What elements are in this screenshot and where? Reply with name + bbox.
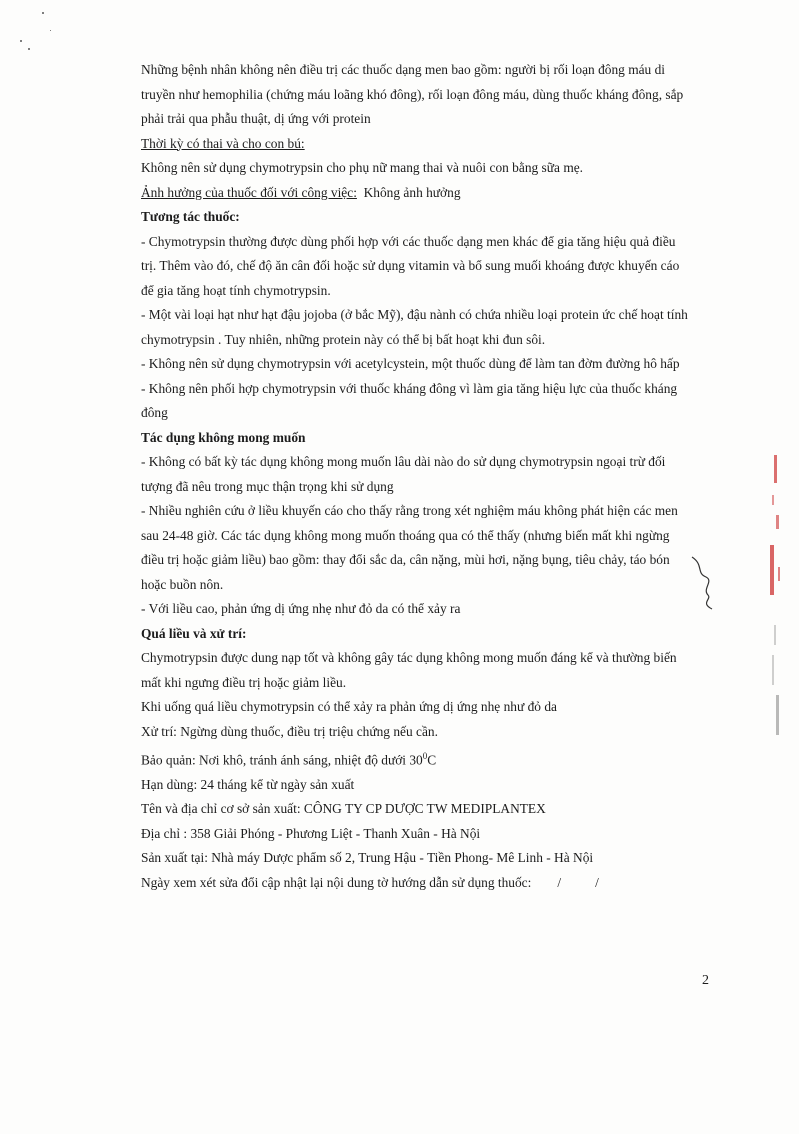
- section-heading-work: Ảnh hưởng của thuốc đối với công việc:: [141, 184, 357, 200]
- text-line: hoặc buồn nôn.: [141, 576, 224, 592]
- page-number: 2: [702, 973, 709, 988]
- text-line: để gia tăng hoạt tính chymotrypsin.: [141, 282, 331, 298]
- text-line: Xử trí: Ngừng dùng thuốc, điều trị triệu chứng nếu cần.: [141, 723, 438, 739]
- review-date-slash: /: [595, 874, 599, 890]
- review-date-slash: /: [557, 874, 562, 890]
- address-line: Địa chỉ : 358 Giải Phóng - Phương Liệt - Thanh Xuân - Hà Nội: [141, 825, 481, 841]
- work-effect-value: Không ảnh hưởng: [363, 184, 461, 200]
- section-heading-side-effects: Tác dụng không mong muốn: [141, 429, 306, 445]
- factory-line: Sản xuất tại: Nhà máy Dược phẩm số 2, Trung Hậu - Tiền Phong- Mê Linh - Hà Nội: [141, 850, 594, 866]
- text-line: Khi uống quá liều chymotrypsin có thể xảy ra phản ứng dị ứng nhẹ như đỏ da: [141, 699, 557, 714]
- text-line: sau 24-48 giờ. Các tác dụng không mong muốn thoáng qua có thể thấy (nhưng biến mất khi ngừng: [141, 527, 670, 543]
- document-body: [141, 58, 721, 895]
- text-line: phải trải qua phẫu thuật, dị ứng với protein: [141, 111, 371, 126]
- text-line: Không nên sử dụng chymotrypsin cho phụ nữ mang thai và nuôi con bằng sữa mẹ.: [141, 160, 584, 175]
- review-date-label: Ngày xem xét sửa đổi cập nhật lại nội dung tờ hướng dẫn sử dụng thuốc:: [141, 874, 532, 890]
- margin-stamp-marks: [762, 455, 792, 755]
- text-line: đông: [141, 405, 168, 420]
- section-heading-overdose: Quá liều và xử trí:: [141, 625, 247, 641]
- handwritten-scribble: [690, 555, 720, 615]
- storage-line: [141, 744, 721, 773]
- review-date-line: [141, 871, 721, 896]
- storage-text: Bảo quản: Nơi khô, tránh ánh sáng, nhiệt độ dưới 30: [141, 752, 423, 768]
- work-effect-line: [141, 181, 721, 206]
- section-heading-pregnancy: Thời kỳ có thai và cho con bú:: [141, 135, 305, 151]
- text-line: - Một vài loại hạt như hạt đậu jojoba (ở bắc Mỹ), đậu nành có chứa nhiều loại protein ức chế hoạt tính: [141, 307, 688, 322]
- manufacturer-line: Tên và địa chỉ cơ sở sản xuất: CÔNG TY CP DƯỢC TW MEDIPLANTEX: [141, 801, 546, 817]
- text-line: Hạn dùng: 24 tháng kể từ ngày sản xuất: [141, 776, 355, 792]
- text-line: điều trị hoặc giảm liều) bao gồm: thay đổi sắc da, cân nặng, mùi hơi, nặng bụng, tiêu chảy, táo bón: [141, 552, 670, 567]
- text-line: Những bệnh nhân không nên điều trị các thuốc dạng men bao gồm: người bị rối loạn đông máu di: [141, 62, 666, 77]
- text-line: tượng đã nêu trong mục thận trọng khi sử dụng: [141, 478, 394, 494]
- text-line: mất khi ngưng điều trị hoặc giảm liều.: [141, 674, 347, 690]
- text-line: - Không nên sử dụng chymotrypsin với acetylcystein, một thuốc dùng để làm tan đờm đường hô hấp: [141, 356, 680, 371]
- section-heading-interaction: Tương tác thuốc:: [141, 209, 240, 224]
- text-line: - Chymotrypsin thường được dùng phối hợp với các thuốc dạng men khác để gia tăng hiệu quả điều: [141, 233, 676, 249]
- text-line: - Không có bất kỳ tác dụng không mong muốn lâu dài nào do sử dụng chymotrypsin ngoại trừ đối: [141, 454, 666, 469]
- text-line: - Với liều cao, phản ứng dị ứng nhẹ như đỏ da có thể xảy ra: [141, 601, 461, 616]
- degree-superscript: 0: [422, 751, 428, 761]
- text-line: - Nhiều nghiên cứu ở liều khuyến cáo cho thấy rằng trong xét nghiệm máu không phát hiện các men: [141, 503, 678, 518]
- text-line: - Không nên phối hợp chymotrypsin với thuốc kháng đông vì làm gia tăng hiệu lực của thuốc kháng: [141, 380, 678, 396]
- text-line: trị. Thêm vào đó, chế độ ăn cân đối hoặc sử dụng vitamin và bổ sung muối khoáng được khuyến cáo: [141, 258, 680, 273]
- storage-unit: C: [427, 752, 437, 768]
- text-line: Chymotrypsin được dung nạp tốt và không gây tác dụng không mong muốn đáng kể và thường biến: [141, 650, 677, 665]
- text-line: chymotrypsin . Tuy nhiên, những protein này có thể bị bất hoạt khi đun sôi.: [141, 331, 546, 347]
- text-line: truyền như hemophilia (chứng máu loãng khó đông), rối loạn đông máu, dùng thuốc kháng đông, sắp: [141, 86, 684, 102]
